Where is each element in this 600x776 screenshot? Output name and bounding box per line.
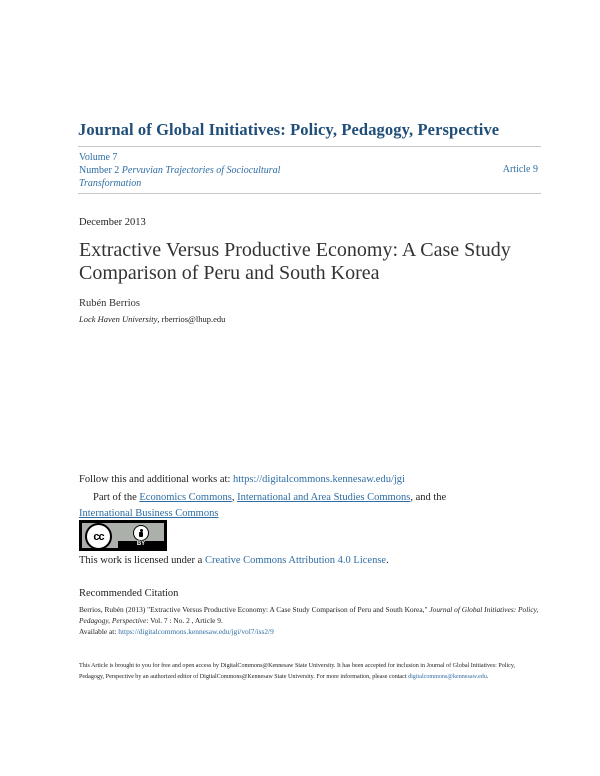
footer-text: This Article is brought to you for free and open access by DigitalCommons@Kennesaw State University. It has been accepted for inclusion in Journal of Global Initiatives: Policy, Pedagogy, Perspective by an authorized editor of DigitalCommons@Kennesaw State University. For more information, please contact [79,663,516,680]
cc-by-license-badge[interactable] [79,520,167,551]
follow-line [79,474,405,485]
license-link[interactable]: Creative Commons Attribution 4.0 License [204,555,387,566]
author-affiliation [79,314,225,324]
journal-title[interactable]: Journal of Global Initiatives: Policy, Pedagogy, Perspective [78,120,500,139]
author-name: Rubén Berrios [79,298,140,309]
volume-link[interactable]: Volume 7 [79,152,118,163]
citation-journal: Journal of Global Initiatives: Policy, Pedagogy, Perspective [79,605,539,625]
partof-sep1: , [231,492,238,503]
license-prefix: This work is licensed under a [79,555,205,566]
citation-plain: Berrios, Rubén (2013) "Extractive Versus Productive Economy: A Case Study Comparison of Peru and South Korea," [79,605,430,614]
international-area-studies-link[interactable]: International and Area Studies Commons [237,492,411,503]
by-person-icon [133,525,149,541]
license-line [79,555,389,566]
affiliation-email: , rberrios@lhup.edu [157,314,226,324]
available-prefix: Available at: [79,627,119,636]
partof-sep2: , and the [410,492,447,503]
cc-badge-background [82,523,164,548]
issue-link[interactable] [79,164,319,190]
article-link[interactable]: Article 9 [502,164,538,175]
issue-title: Pervuvian Trajectories of Sociocultural Transformation [79,165,281,189]
license-suffix: . [386,555,389,566]
part-of-commons [79,490,519,522]
citation-rest: : Vol. 7 : No. 2 , Article 9. [146,616,223,625]
recommended-citation-text [79,604,539,637]
follow-prefix: Follow this and additional works at: [79,474,233,485]
partof-prefix: Part of the [93,492,140,503]
follow-link[interactable]: https://digitalcommons.kennesaw.edu/jgi [233,474,405,485]
affiliation-institution: Lock Haven University [79,314,158,324]
header-divider-bottom [78,193,541,194]
recommended-citation-heading: Recommended Citation [79,588,179,599]
publication-date: December 2013 [79,217,146,228]
issue-number: Number 2 [79,165,120,176]
footer-suffix: . [486,674,489,680]
by-label: BY [118,541,164,548]
header-divider-top [78,146,541,147]
cc-icon: cc [85,523,112,550]
economics-commons-link[interactable]: Economics Commons [139,492,232,503]
international-business-commons-link[interactable]: International Business Commons [79,508,219,519]
footer-notice [79,661,539,683]
paper-title: Extractive Versus Productive Economy: A Case Study Comparison of Peru and South Korea [79,239,511,284]
available-url-link[interactable]: https://digitalcommons.kennesaw.edu/jgi/vol7/iss2/9 [118,627,274,636]
contact-email-link[interactable]: digitalcommons@kennesaw.edu [408,674,487,680]
